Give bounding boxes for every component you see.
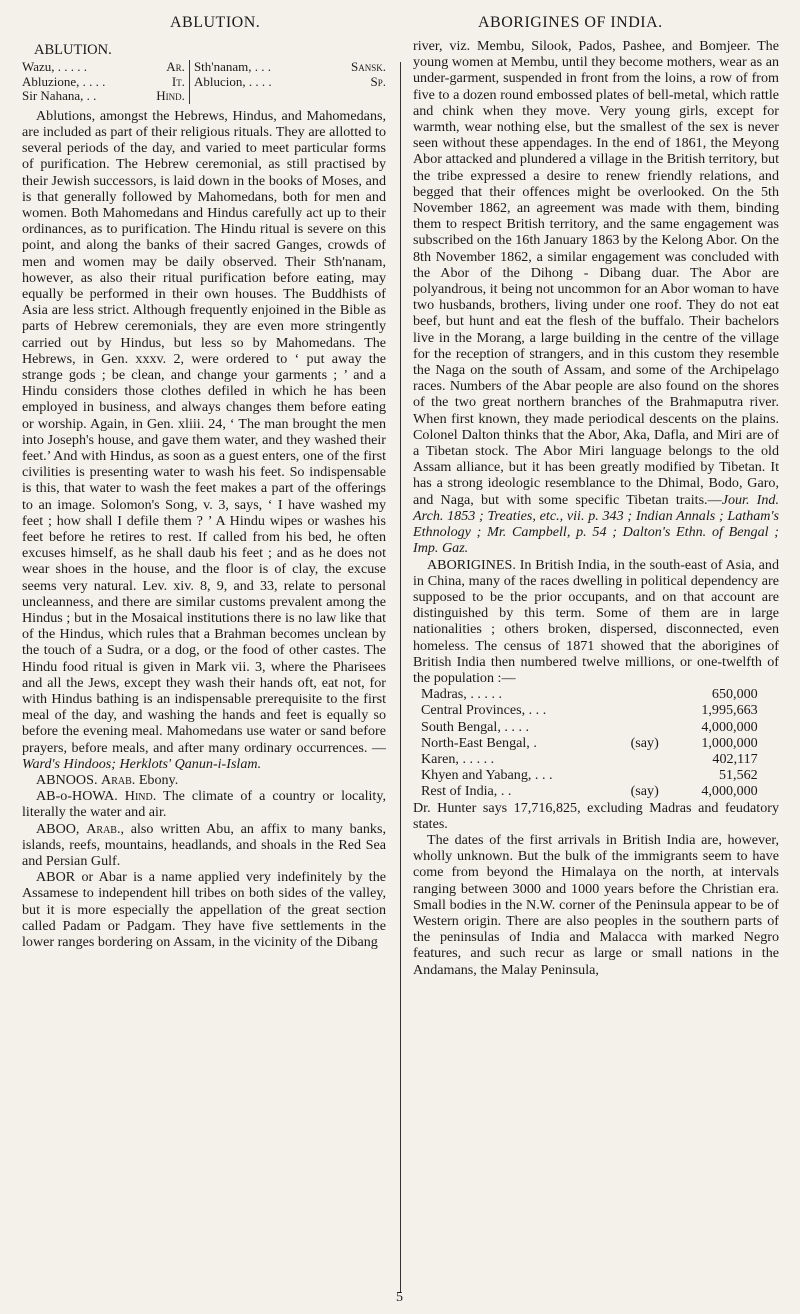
population-region: Madras, . . . . . xyxy=(421,686,503,703)
synonym-table xyxy=(22,60,386,104)
entry-text: also written Abu, an affix to many banks, islands, reefs, mountains, headlands, and shoals in the Red Sea and Persian Gulf. xyxy=(22,820,386,870)
abor-continued xyxy=(413,38,779,557)
ablution-body xyxy=(22,108,386,772)
population-region: Khyen and Yabang, . . . xyxy=(421,767,553,784)
synonym-term: Abluzione, . . . . xyxy=(22,73,106,89)
population-region: Rest of India, . . xyxy=(421,783,512,800)
population-count: 51,562 xyxy=(718,767,758,784)
population-row xyxy=(421,702,758,718)
synonym-term: Ablucion, . . . . xyxy=(193,73,272,89)
population-count: 4,000,000 xyxy=(701,718,758,735)
population-row xyxy=(421,686,758,702)
population-count: 650,000 xyxy=(711,686,758,703)
synonym-row xyxy=(22,60,386,75)
entry-text: Ebony. xyxy=(138,772,179,789)
entry-term: ABNOOS. xyxy=(36,772,98,789)
right-column xyxy=(413,38,779,978)
population-row xyxy=(421,735,758,751)
abnoos-entry xyxy=(22,772,386,788)
abor-entry xyxy=(22,869,386,950)
synonym-term: Sir Nahana, . . xyxy=(22,88,97,104)
synonym-row xyxy=(22,89,386,104)
population-note xyxy=(615,751,675,767)
synonym-term: Wazu, . . . . . xyxy=(22,59,88,75)
entry-text: or Abar is a name applied very indefinitely by the Assamese to independent hill tribes on both sides of the valley, but it is more especially the appellation of the great section called Padam or Padgam. They have five settlements in the lower ranges bordering on Assam, in the vicinity of the Dibang xyxy=(22,869,386,951)
synonym-lang: It. xyxy=(171,73,185,89)
population-note xyxy=(615,686,675,702)
population-row xyxy=(421,783,758,799)
aborigines-hunter: Dr. Hunter says 17,716,825, excluding Madras and feudatory states. xyxy=(413,799,779,832)
population-row xyxy=(421,767,758,783)
entry-text: In British India, in the south-east of Asia, and in China, many of the races dwelling in political dependency are supposed to be the prior occupants, and on that account are distinguished by this term. Some of them are in large nationalities ; others broken, dispersed, disconnected, even homeless. The census of 1871 showed that the aborigines of British India then numbered twelve millions, or one-twelfth of the population :— xyxy=(413,556,779,686)
entry-term: ABOO, xyxy=(36,820,80,837)
ablution-sources: Ward's Hindoos; Herklots' Qanun-i-Islam. xyxy=(22,755,262,772)
synonym-term: Sth'nanam, . . . xyxy=(193,59,272,75)
running-head-left: ABLUTION. xyxy=(170,14,261,31)
page-number: 5 xyxy=(396,1290,403,1305)
abor-sources: Jour. Ind. Arch. 1853 ; Treaties, etc., vii. p. 343 ; Indian Annals ; Latham's Ethnology ; Mr. Campbell, p. 54 ; Dalton's Ethn. of Bengal ; Imp. Gaz. xyxy=(413,491,779,557)
entry-lang: Arab., xyxy=(86,820,125,837)
population-row xyxy=(421,751,758,767)
population-region: North-East Bengal, . xyxy=(421,734,537,751)
synonym-lang: Sp. xyxy=(370,73,386,89)
entry-lang: Hind. xyxy=(124,788,157,805)
population-region: Karen, . . . . . xyxy=(421,750,495,767)
population-row xyxy=(421,719,758,735)
aborigines-entry xyxy=(413,557,779,687)
aboo-entry xyxy=(22,821,386,870)
population-region: South Bengal, . . . . xyxy=(421,718,530,735)
population-count: 402,117 xyxy=(712,750,758,767)
population-count: 4,000,000 xyxy=(701,783,758,800)
entry-text: river, viz. Membu, Silook, Pados, Pashee, and Bomjeer. The young women at Membu, until they become mothers, wear as an under-garment, suspended in front from the loins, a row of from five to a dozen round embossed plates of bell-metal, which rattle and chink when they move. Very young girls, except for warmth, wear nothing else, but the smallest of the sex is never seen without these appendages. In the end of 1861, the Meyong Abor attacked and plundered a village in the British territory, but the tribe expressed a desire to renew friendly relations, and begged that their offences might be overlooked. On the 5th November 1862, an agreement was made with them, binding them to respect British territory, and the same engagement was subscribed on the 16th January 1863 by the Kelong Abor. On the 8th November 1862, a similar engagement was concluded with the Abor of the Dihong - Dibang duar. The Abor are polyandrous, it being not uncommon for an Abor woman to have two husbands, brothers, living under one roof. They do not eat beef, but hunt and eat the flesh of the buffalo. Their bachelors live in the Morang, a large building in the centre of the village for the reception of strangers, and in this custom they resemble the Naga on the south of Assam, and some of the Archipelago races. Numbers of the Abar people are also found on the shores of the two great northern branches of the Brahmaputra river. When first known, they made periodical descents on the plains. Colonel Dalton thinks that the Abor, Aka, Dafla, and Miri are of a Tibetan stock. The Abor Miri language belongs to the old Assam alliance, but it has been greatly modified by Tibetan. It has a strong ideologic resemblance to the Dhimal, Bodo, Garo, and Naga, but with some specific Tibetan traits.— xyxy=(413,38,779,508)
aborigines-arrivals: The dates of the first arrivals in British India are, however, wholly unknown. But the bulk of the immigrants seem to have come from beyond the Himalaya on the north, at intervals ranging between 3000 and 1000 years before the Christian era. Small bodies in the N.W. corner of the Peninsula appear to be of Western origin. There are also peoples in the southern parts of the peninsulas of India and Malacca with marked Negro features, and such recur as large or small nations in the Andamans, the Malay Peninsula, xyxy=(413,831,779,978)
synonym-row xyxy=(22,75,386,90)
population-note xyxy=(615,719,675,735)
population-count: 1,000,000 xyxy=(701,734,758,751)
entry-term: ABOR xyxy=(36,869,76,886)
abohowa-entry xyxy=(22,788,386,820)
population-note: (say) xyxy=(630,783,659,800)
left-column xyxy=(22,38,386,950)
synonym-lang: Hind. xyxy=(156,88,185,104)
population-region: Central Provinces, . . . xyxy=(421,702,547,719)
running-head-right: ABORIGINES OF INDIA. xyxy=(478,14,663,31)
entry-term: ABORIGINES. xyxy=(427,556,516,573)
population-note xyxy=(615,767,675,783)
synonym-lang: Sansk. xyxy=(351,59,386,75)
entry-text: The climate of a country or locality, literally the water and air. xyxy=(22,788,386,821)
ablution-heading: ABLUTION. xyxy=(34,42,112,58)
population-count: 1,995,663 xyxy=(701,702,758,719)
ablution-text: Ablutions, amongst the Hebrews, Hindus, and Mahomedans, are included as part of their religious rituals. They are allotted to several periods of the day, and varied to meet particular forms of purification. The Hebrew ceremonial, as still practised by their Jewish successors, is laid down in the books of Moses, and is that generally followed by Mahomedans, both for men and women. Both Mahomedans and Hindus carefully act up to their ordinances, as to purification. The Hindu ritual is severe on this point, and along the banks of their sacred Ganges, crowds of men and women may be daily observed. Their Sth'nanam, however, as also their ritual purification before eating, may equally be performed in their own houses. The Buddhists of Asia are less strict. Although frequently enjoined in the Bible as parts of Hebrew ceremonials, they are even more stringently carried out by Hindus, but less so by Mahomedans. The Hebrews, in Gen. xxxv. 2, were ordered to ‘ put away the strange gods ; be clean, and change your garments ; ’ and a Hindu considers those clothes defiled in which he has been employed in business, and always changes them before eating or worship. Again, in Gen. xliii. 24, ‘ The man brought the men into Joseph's house, and gave them water, and they washed their feet.’ And with Hindus, as soon as a guest enters, one of the first civilities is presenting water to wash his feet. So indispensable is this, that water to wash the feet makes a part of the offerings to an image. Solomon's Song, v. 3, says, ‘ I have washed my feet ; how shall I defile them ? ’ A Hindu wipes or washes his feet before he retires to rest. If called from his bed, he often excuses himself, as he shall daub his feet ; and as he does not wear shoes in the house, and the floor is of clay, the excuse seems very natural. Lev. xiv. 8, 9, and 33, relate to personal uncleanness, and there are similar customs prevalent among the Hindus ; but in the Mosaical institutions there is no law like that of the Hindus, which rules that a Brahman becomes unclean by the touch of a Sudra, or a dog, or the food of other castes. The Hindu food ritual is given in Mark vii. 3, where the Pharisees and all the Jews, except they wash their hands oft, eat not, for with Hindus bathing is an indispensable prerequisite to the first meal of the day, and washing the hands and feet is equally so before the evening meal. Mahomedans use water or sand before prayers, before meals, and after many ordinary occurrences. — xyxy=(22,107,386,756)
population-note: (say) xyxy=(630,734,659,751)
column-divider xyxy=(400,62,401,1292)
population-note xyxy=(615,702,675,718)
entry-lang: Arab. xyxy=(101,772,136,789)
entry-term: AB-o-HOWA. xyxy=(36,788,118,805)
synonym-lang: Ar. xyxy=(166,59,185,75)
population-table xyxy=(421,686,758,799)
